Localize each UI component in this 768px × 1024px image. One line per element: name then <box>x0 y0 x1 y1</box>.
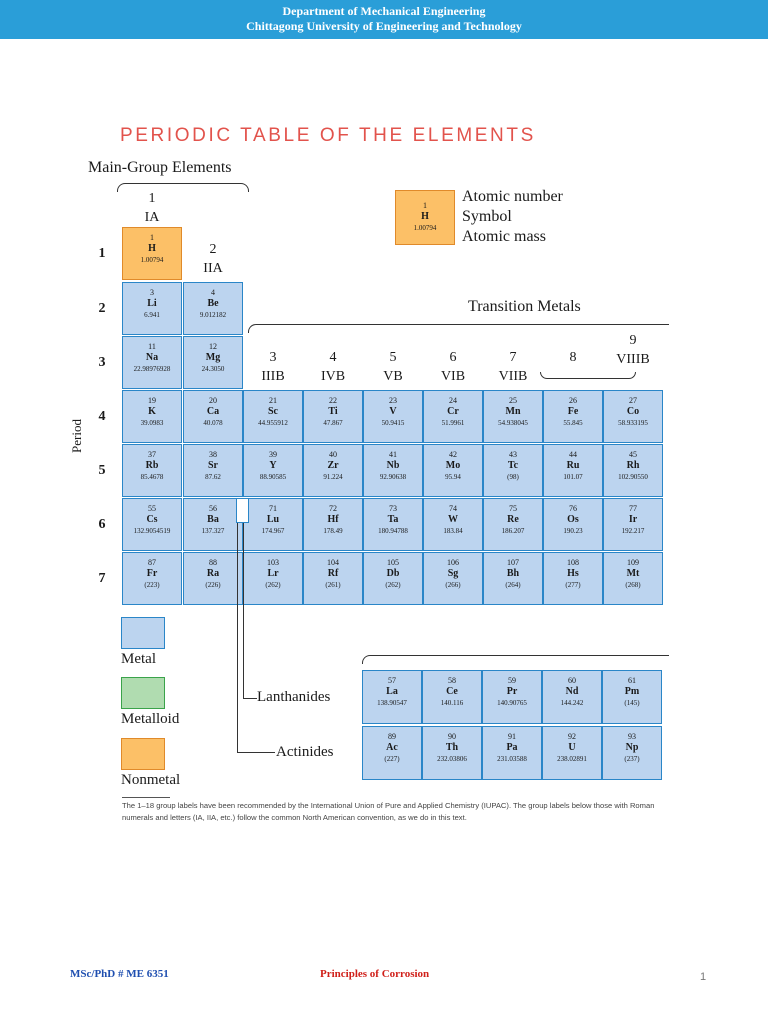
atomic-mass: 24.3050 <box>201 365 225 373</box>
atomic-number: 87 <box>148 558 156 567</box>
atomic-mass: (261) <box>325 581 341 589</box>
element-pm <box>602 670 662 724</box>
atomic-number: 89 <box>388 732 396 741</box>
atomic-number: 75 <box>509 504 517 513</box>
element-mo <box>423 444 483 497</box>
atomic-mass: 137.327 <box>201 527 225 535</box>
element-symbol: Pa <box>506 742 518 753</box>
atomic-number: 71 <box>269 504 277 513</box>
element-symbol: Re <box>507 514 519 525</box>
element-symbol: Db <box>386 568 400 579</box>
element-symbol: Fr <box>146 568 158 579</box>
element-symbol: Nd <box>565 686 579 697</box>
actinide-connector <box>237 752 275 753</box>
group-label-5 <box>363 350 423 385</box>
legend-metalloid-label: Metalloid <box>121 711 180 727</box>
group8-brace <box>540 372 636 379</box>
element-mg <box>183 336 243 389</box>
element-rh <box>603 444 663 497</box>
element-cr <box>423 390 483 443</box>
atomic-mass: (223) <box>144 581 160 589</box>
element-ce <box>422 670 482 724</box>
atomic-number: 11 <box>148 342 156 351</box>
element-lu <box>243 498 303 551</box>
atomic-number: 103 <box>267 558 279 567</box>
element-symbol: U <box>568 742 576 753</box>
legend-nonmetal-label: Nonmetal <box>121 772 181 788</box>
key-label-number: Atomic number <box>462 188 563 205</box>
element-lr <box>243 552 303 605</box>
atomic-mass: (227) <box>384 755 400 763</box>
atomic-number: 19 <box>148 396 156 405</box>
period-label-1: 1 <box>98 246 106 261</box>
atomic-mass: 85.4678 <box>140 473 164 481</box>
atomic-mass: (237) <box>624 755 640 763</box>
atomic-number: 59 <box>508 676 516 685</box>
atomic-mass: 51.9961 <box>441 419 465 427</box>
atomic-mass: 102.90550 <box>618 473 648 481</box>
element-symbol: Nb <box>386 460 400 471</box>
element-symbol: Mn <box>505 406 521 417</box>
element-symbol: Hf <box>327 514 339 525</box>
atomic-mass: 39.0983 <box>140 419 164 427</box>
atomic-number: 109 <box>627 558 639 567</box>
element-ir <box>603 498 663 551</box>
atomic-number: 55 <box>148 504 156 513</box>
element-symbol: Ru <box>566 460 580 471</box>
atomic-number: 44 <box>569 450 577 459</box>
atomic-mass: 54.938045 <box>498 419 528 427</box>
period-label-7: 7 <box>98 571 106 586</box>
transition-metals-label: Transition Metals <box>468 298 581 315</box>
element-symbol: Ba <box>207 514 219 525</box>
group-roman: VIIIB <box>616 352 650 367</box>
group-number: 3 <box>269 350 277 365</box>
element-co <box>603 390 663 443</box>
group-label-4 <box>303 350 363 385</box>
element-nd <box>542 670 602 724</box>
atomic-number: 106 <box>447 558 459 567</box>
legend-nonmetal-swatch <box>121 738 165 770</box>
element-symbol: Be <box>207 298 219 309</box>
atomic-mass: 174.967 <box>261 527 285 535</box>
element-sr <box>183 444 243 497</box>
element-symbol: Co <box>626 406 640 417</box>
atomic-mass: 232.03806 <box>437 755 467 763</box>
element-symbol: Mg <box>205 352 221 363</box>
group-roman: IVB <box>320 369 346 384</box>
element-pa <box>482 726 542 780</box>
key-number: 1 <box>423 201 427 210</box>
group-number: 4 <box>329 350 337 365</box>
period-label-4: 4 <box>98 409 106 424</box>
element-ca <box>183 390 243 443</box>
element-ra <box>183 552 243 605</box>
atomic-mass: 238.02891 <box>557 755 587 763</box>
actinides-label: Actinides <box>276 744 334 760</box>
atomic-number: 108 <box>567 558 579 567</box>
group-label-8 <box>543 350 603 369</box>
atomic-mass: 87.62 <box>205 473 221 481</box>
atomic-number: 72 <box>329 504 337 513</box>
period-label-6: 6 <box>98 517 106 532</box>
atomic-number: 43 <box>509 450 517 459</box>
group-number: 2 <box>209 242 217 257</box>
key-symbol: H <box>421 211 429 222</box>
element-symbol: Mo <box>445 460 461 471</box>
element-symbol: Ti <box>328 406 338 417</box>
key-label-mass: Atomic mass <box>462 228 546 245</box>
atomic-number: 90 <box>448 732 456 741</box>
atomic-mass: 140.90765 <box>497 699 527 707</box>
course-title: Principles of Corrosion <box>320 968 430 980</box>
element-symbol: Np <box>625 742 639 753</box>
key-label-symbol: Symbol <box>462 208 512 225</box>
element-symbol: Os <box>567 514 579 525</box>
element-symbol: Sg <box>447 568 459 579</box>
atomic-number: 57 <box>388 676 396 685</box>
course-code: MSc/PhD # ME 6351 <box>70 968 169 980</box>
element-h <box>122 227 182 280</box>
element-zr <box>303 444 363 497</box>
period-label-3: 3 <box>98 355 106 370</box>
atomic-mass: 58.933195 <box>618 419 648 427</box>
atomic-number: 38 <box>209 450 217 459</box>
atomic-number: 1 <box>150 233 154 242</box>
atomic-number: 58 <box>448 676 456 685</box>
atomic-number: 104 <box>327 558 339 567</box>
element-re <box>483 498 543 551</box>
main-group-label: Main-Group Elements <box>88 159 232 176</box>
element-sg <box>423 552 483 605</box>
element-os <box>543 498 603 551</box>
lanthanide-brace <box>362 655 669 664</box>
group-roman: IIIB <box>261 369 285 384</box>
element-tc <box>483 444 543 497</box>
element-w <box>423 498 483 551</box>
element-symbol: Lr <box>267 568 279 579</box>
element-symbol: Hs <box>567 568 579 579</box>
element-symbol: Sr <box>208 460 218 471</box>
element-ti <box>303 390 363 443</box>
atomic-mass: (226) <box>205 581 221 589</box>
atomic-number: 27 <box>629 396 637 405</box>
page-header <box>0 0 768 39</box>
key-mass: 1.00794 <box>413 224 437 232</box>
group-roman: VIIB <box>498 369 528 384</box>
atomic-mass: 91.224 <box>323 473 343 481</box>
element-pr <box>482 670 542 724</box>
atomic-number: 77 <box>629 504 637 513</box>
group-number: 9 <box>629 333 637 348</box>
group-roman: IA <box>144 210 160 225</box>
element-symbol: V <box>389 406 397 417</box>
atomic-number: 23 <box>389 396 397 405</box>
element-nb <box>363 444 423 497</box>
group-number: 6 <box>449 350 457 365</box>
atomic-mass: 192.217 <box>621 527 645 535</box>
atomic-mass: (264) <box>505 581 521 589</box>
element-th <box>422 726 482 780</box>
element-cs <box>122 498 182 551</box>
atomic-number: 45 <box>629 450 637 459</box>
group-label-1 <box>122 191 182 226</box>
element-symbol: Ta <box>387 514 399 525</box>
atomic-number: 12 <box>209 342 217 351</box>
period-label-5: 5 <box>98 463 106 478</box>
atomic-mass: (98) <box>507 473 519 481</box>
group-label-7 <box>483 350 543 385</box>
page-title: PERIODIC TABLE OF THE ELEMENTS <box>120 125 536 146</box>
atomic-number: 21 <box>269 396 277 405</box>
element-symbol: Zr <box>327 460 339 471</box>
element-hf <box>303 498 363 551</box>
atomic-mass: 44.955912 <box>258 419 288 427</box>
element-symbol: Th <box>445 742 459 753</box>
element-symbol: Na <box>145 352 159 363</box>
atomic-number: 107 <box>507 558 519 567</box>
element-symbol: Pm <box>624 686 640 697</box>
atomic-number: 56 <box>209 504 217 513</box>
atomic-mass: 140.116 <box>440 699 464 707</box>
element-fr <box>122 552 182 605</box>
element-symbol: Rb <box>145 460 159 471</box>
period-axis-label: Period <box>68 419 84 453</box>
element-symbol: K <box>148 406 156 417</box>
atomic-mass: 186.207 <box>501 527 525 535</box>
connector-vertical <box>237 523 238 753</box>
element-ac <box>362 726 422 780</box>
atomic-number: 4 <box>211 288 215 297</box>
element-symbol: Rf <box>327 568 339 579</box>
key-cell <box>395 190 455 245</box>
atomic-mass: (266) <box>445 581 461 589</box>
atomic-number: 105 <box>387 558 399 567</box>
atomic-number: 73 <box>389 504 397 513</box>
group-number: 5 <box>389 350 397 365</box>
element-symbol: H <box>148 243 156 254</box>
element-fe <box>543 390 603 443</box>
legend-metal-label: Metal <box>121 651 156 667</box>
group-roman: VIB <box>440 369 466 384</box>
lanthanides-label: Lanthanides <box>257 689 331 705</box>
element-symbol: Ac <box>386 742 398 753</box>
atomic-mass: 95.94 <box>445 473 461 481</box>
atomic-mass: 178.49 <box>323 527 343 535</box>
atomic-number: 91 <box>508 732 516 741</box>
element-mt <box>603 552 663 605</box>
element-symbol: Ca <box>206 406 220 417</box>
element-ta <box>363 498 423 551</box>
element-y <box>243 444 303 497</box>
f-block-placeholder <box>236 498 249 523</box>
group-number: 1 <box>148 191 156 206</box>
element-symbol: Ir <box>628 514 638 525</box>
transition-brace <box>248 324 669 333</box>
legend-metalloid-swatch <box>121 677 165 709</box>
atomic-mass: 144.242 <box>560 699 584 707</box>
element-symbol: Pr <box>506 686 518 697</box>
element-la <box>362 670 422 724</box>
atomic-mass: 55.845 <box>563 419 583 427</box>
element-li <box>122 282 182 335</box>
atomic-number: 40 <box>329 450 337 459</box>
element-symbol: Bh <box>506 568 520 579</box>
atomic-mass: 50.9415 <box>381 419 405 427</box>
period-label-2: 2 <box>98 301 106 316</box>
group-label-2 <box>183 242 243 277</box>
element-symbol: Ce <box>446 686 458 697</box>
atomic-number: 39 <box>269 450 277 459</box>
element-symbol: Fe <box>567 406 579 417</box>
atomic-mass: 88.90585 <box>259 473 287 481</box>
atomic-mass: 183.84 <box>443 527 463 535</box>
atomic-number: 92 <box>568 732 576 741</box>
footnote: The 1–18 group labels have been recommended by the International Union of Pure and Applied Chemistry (IUPAC). The group labels below those with Roman numerals and letters (IA, IIA, etc.) follow the common North American convention, as we do in this text. <box>122 801 655 822</box>
element-ru <box>543 444 603 497</box>
atomic-mass: 1.00794 <box>140 256 164 264</box>
atomic-mass: 6.941 <box>144 311 160 319</box>
element-symbol: Sc <box>268 406 278 417</box>
atomic-mass: 22.98976928 <box>133 365 171 373</box>
element-bh <box>483 552 543 605</box>
element-mn <box>483 390 543 443</box>
element-hs <box>543 552 603 605</box>
university-name: Chittagong University of Engineering and Technology <box>246 19 522 33</box>
atomic-number: 25 <box>509 396 517 405</box>
page-number: 1 <box>700 971 707 983</box>
element-symbol: Li <box>147 298 157 309</box>
element-sc <box>243 390 303 443</box>
element-be <box>183 282 243 335</box>
atomic-mass: 47.867 <box>323 419 343 427</box>
group-label-6 <box>423 350 483 385</box>
atomic-mass: (277) <box>565 581 581 589</box>
group-number: 7 <box>509 350 517 365</box>
atomic-number: 22 <box>329 396 337 405</box>
atomic-mass: 138.90547 <box>377 699 407 707</box>
element-symbol: Ra <box>206 568 220 579</box>
element-v <box>363 390 423 443</box>
atomic-mass: 92.90638 <box>379 473 407 481</box>
atomic-mass: 190.23 <box>563 527 583 535</box>
atomic-mass: 101.07 <box>563 473 583 481</box>
atomic-number: 61 <box>628 676 636 685</box>
element-ba <box>183 498 243 551</box>
atomic-number: 88 <box>209 558 217 567</box>
atomic-mass: (262) <box>265 581 281 589</box>
element-na <box>122 336 182 389</box>
atomic-mass: 9.012182 <box>199 311 227 319</box>
atomic-mass: 132.9054519 <box>133 527 171 535</box>
atomic-mass: (145) <box>624 699 640 707</box>
atomic-mass: (262) <box>385 581 401 589</box>
atomic-mass: (268) <box>625 581 641 589</box>
atomic-number: 26 <box>569 396 577 405</box>
atomic-number: 24 <box>449 396 457 405</box>
element-np <box>602 726 662 780</box>
atomic-number: 60 <box>568 676 576 685</box>
atomic-number: 3 <box>150 288 154 297</box>
group-roman: VB <box>383 369 403 384</box>
atomic-mass: 40.078 <box>203 419 223 427</box>
footnote-rule <box>122 797 170 798</box>
atomic-number: 42 <box>449 450 457 459</box>
department-name: Department of Mechanical Engineering <box>282 4 486 18</box>
atomic-mass: 180.94788 <box>378 527 408 535</box>
element-rf <box>303 552 363 605</box>
atomic-number: 41 <box>389 450 397 459</box>
atomic-number: 93 <box>628 732 636 741</box>
connector-vertical-2 <box>243 523 244 698</box>
atomic-number: 37 <box>148 450 156 459</box>
element-u <box>542 726 602 780</box>
group-label-3 <box>243 350 303 385</box>
element-symbol: Y <box>269 460 277 471</box>
element-symbol: Cs <box>146 514 158 525</box>
element-symbol: Rh <box>626 460 640 471</box>
element-symbol: La <box>386 686 398 697</box>
atomic-number: 74 <box>449 504 457 513</box>
element-symbol: Lu <box>266 514 280 525</box>
atomic-mass: 231.03588 <box>497 755 527 763</box>
lanthanide-connector <box>243 698 257 699</box>
element-rb <box>122 444 182 497</box>
group-label-9 <box>603 333 663 368</box>
element-symbol: Tc <box>507 460 519 471</box>
atomic-number: 20 <box>209 396 217 405</box>
group-number: 8 <box>569 350 577 365</box>
element-k <box>122 390 182 443</box>
element-symbol: Mt <box>626 568 640 579</box>
group-roman: IIA <box>203 261 223 276</box>
atomic-number: 76 <box>569 504 577 513</box>
element-symbol: Cr <box>447 406 459 417</box>
legend-metal-swatch <box>121 617 165 649</box>
element-db <box>363 552 423 605</box>
element-symbol: W <box>448 514 458 525</box>
